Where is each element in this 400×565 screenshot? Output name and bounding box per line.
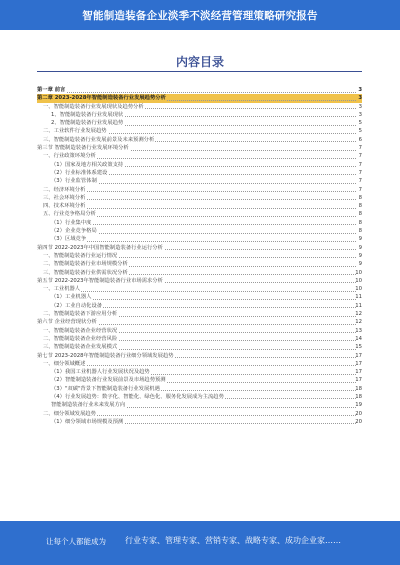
toc-entry-text: （3）区域竞争	[51, 236, 87, 243]
toc-entry-page: 17	[355, 360, 362, 367]
toc-entry-page: 7	[358, 169, 362, 176]
toc-entry-page: 5	[358, 128, 362, 135]
toc-entry[interactable]	[37, 401, 362, 409]
toc-entry-text: 第三节 智能制造装备行业发展环境分析	[37, 145, 129, 152]
toc-entry[interactable]	[37, 177, 362, 185]
toc-entry-page: 5	[358, 120, 362, 127]
toc-divider	[37, 71, 362, 72]
toc-leader-dots	[51, 224, 356, 225]
toc-entry-page: 20	[355, 418, 362, 425]
toc-entry[interactable]	[37, 269, 362, 277]
toc-entry[interactable]	[37, 194, 362, 202]
toc-entry-page: 15	[355, 344, 362, 351]
toc-entry-text: 一、行业政策环境分析	[43, 153, 96, 160]
toc-entry[interactable]	[37, 227, 362, 235]
toc-entry[interactable]	[37, 219, 362, 227]
toc-entry[interactable]	[37, 136, 362, 144]
toc-entry-page: 17	[355, 369, 362, 376]
toc-entry[interactable]	[37, 186, 362, 194]
toc-entry-page: 11	[355, 302, 362, 309]
toc-entry-page: 9	[358, 261, 362, 268]
toc-entry-text: 1、智能制造装备行业发展现状	[51, 111, 124, 118]
footer-slogan: 让每个人都能成为	[46, 537, 106, 546]
toc-entry[interactable]	[37, 119, 362, 127]
toc-entry-page: 3	[358, 87, 362, 93]
toc-entry-text: 第六节 企业经营现状分析	[37, 319, 97, 326]
page-footer	[0, 521, 400, 565]
toc-entry-page: 7	[358, 161, 362, 168]
toc-entry-text: 二、工业软件行业发展趋势	[43, 128, 107, 135]
toc-entry-page: 8	[358, 211, 362, 218]
toc-entry-page: 10	[355, 277, 362, 284]
toc-entry-text: 一、工业机器人	[43, 286, 81, 293]
toc-entry-text: 智能制造装备行业未来发展方向	[51, 402, 126, 409]
toc-leader-dots	[43, 199, 356, 200]
toc-entry[interactable]	[37, 161, 362, 169]
toc-entry-page: 20	[355, 410, 362, 417]
toc-entry-page: 18	[355, 393, 362, 400]
toc-entry-text: （1）我国工业机器人行业发展状况及趋势	[51, 369, 150, 376]
toc-entry-text: 一、智能制造装备企业经营状况	[43, 327, 118, 334]
toc-entry-text: 二、智能制造装备下游应用分析	[43, 311, 118, 318]
table-of-contents	[37, 86, 362, 426]
toc-entry-page: 3	[358, 95, 362, 102]
toc-entry-text: 第五节 2022-2023年智能制造装备行业市场需求分析	[37, 277, 163, 284]
toc-entry[interactable]	[37, 260, 362, 268]
toc-entry-page: 14	[355, 335, 362, 342]
toc-entry-text: 五、行业竞争格局分析	[43, 211, 96, 218]
toc-entry-text: （2）工业自动化设备	[51, 302, 103, 309]
toc-entry[interactable]	[37, 94, 362, 102]
toc-entry-text: （1）行业集中度	[51, 219, 92, 226]
toc-entry-text: 第一章 前言	[37, 87, 66, 93]
toc-entry-text: 一、细分领域概述	[43, 360, 86, 367]
toc-entry[interactable]	[37, 103, 362, 111]
toc-entry-text: （4）行业发展趋势：数字化、智能化、绿色化、服务化发展成为主流趋势	[51, 393, 224, 400]
toc-entry-text: 三、智能制造装备行业供需状况分析	[43, 269, 128, 276]
toc-entry-text: 一、智能制造装备行业运行情况	[43, 252, 118, 259]
toc-entry-page: 13	[355, 327, 362, 334]
toc-entry-page: 10	[355, 269, 362, 276]
toc-entry[interactable]	[37, 127, 362, 135]
toc-entry[interactable]	[37, 169, 362, 177]
toc-entry[interactable]	[37, 393, 362, 401]
toc-entry[interactable]	[37, 385, 362, 393]
toc-entry[interactable]	[37, 376, 362, 384]
toc-entry[interactable]	[37, 310, 362, 318]
toc-entry[interactable]	[37, 86, 362, 94]
toc-entry-text: 一、智能制造装备行业发展现状及趋势分析	[43, 103, 144, 110]
toc-entry[interactable]	[37, 318, 362, 326]
page-header	[0, 0, 400, 30]
toc-entry[interactable]	[37, 293, 362, 301]
toc-entry-text: 二、细分领域发展趋势	[43, 410, 96, 417]
toc-leader-dots	[43, 208, 356, 209]
toc-entry[interactable]	[37, 285, 362, 293]
toc-entry-text: （3）"双碳"背景下智能制造装备行业发展机遇	[51, 385, 160, 392]
toc-leader-dots	[51, 299, 356, 300]
toc-entry[interactable]	[37, 343, 362, 351]
toc-entry-page: 8	[358, 194, 362, 201]
toc-leader-dots	[43, 365, 356, 366]
toc-entry-page: 17	[355, 352, 362, 359]
toc-entry[interactable]	[37, 144, 362, 152]
toc-entry-text: （2）智能制造装备行业发展前景及市场趋势预测	[51, 377, 166, 384]
toc-leader-dots	[51, 241, 356, 242]
toc-entry-text: 第二章 2023-2028年智能制造装备行业发展趋势分析	[37, 95, 166, 102]
toc-entry-page: 17	[355, 377, 362, 384]
toc-leader-dots	[43, 291, 356, 292]
toc-entry[interactable]	[37, 352, 362, 360]
toc-title: 内容目录	[175, 55, 224, 69]
footer-roles: 行业专家、管理专家、营销专家、战略专家、成功企业家……	[125, 536, 341, 545]
toc-entry-text: 第四节 2022-2023年中国智能制造装备行业运行分析	[37, 244, 163, 251]
toc-entry-page: 11	[355, 294, 362, 301]
toc-entry-page: 9	[358, 252, 362, 259]
toc-entry-page: 9	[358, 236, 362, 243]
toc-entry-text: （2）企业竞争格局	[51, 228, 97, 235]
toc-entry-page: 9	[358, 244, 362, 251]
toc-entry[interactable]	[37, 202, 362, 210]
toc-entry-page: 7	[358, 153, 362, 160]
toc-entry[interactable]	[37, 368, 362, 376]
toc-entry[interactable]	[37, 277, 362, 285]
report-title: 智能制造装备企业淡季不淡经营管理策略研究报告	[82, 10, 318, 22]
toc-entry-text: 第七节 2023-2028年智能制造装备行业细分领域发展趋势	[37, 352, 174, 359]
toc-entry-text: （1）工业机器人	[51, 294, 92, 301]
toc-entry-page: 3	[358, 103, 362, 110]
toc-entry[interactable]	[37, 410, 362, 418]
toc-entry-page: 7	[358, 145, 362, 152]
toc-entry-text: （2）行业标准体系建设	[51, 169, 108, 176]
toc-entry-text: 二、经济环境分析	[43, 186, 86, 193]
toc-entry-page: 8	[358, 203, 362, 210]
toc-entry[interactable]	[37, 302, 362, 310]
toc-entry[interactable]	[37, 418, 362, 426]
toc-entry-page: 10	[355, 286, 362, 293]
toc-entry-page: 8	[358, 219, 362, 226]
toc-entry-page: 6	[358, 136, 362, 143]
toc-entry-page: 12	[355, 311, 362, 318]
toc-entry[interactable]	[37, 327, 362, 335]
toc-leader-dots	[37, 92, 356, 93]
toc-entry-text: 三、智能制造装备行业发展前景及未来预测分析	[43, 136, 155, 143]
toc-entry[interactable]	[37, 210, 362, 218]
toc-entry-text: 三、智能制造装备企业发展模式	[43, 344, 118, 351]
toc-leader-dots	[43, 191, 356, 192]
toc-entry[interactable]	[37, 335, 362, 343]
toc-entry-page: 7	[358, 186, 362, 193]
toc-entry-page: 7	[358, 178, 362, 185]
toc-entry-page: 19	[355, 402, 362, 409]
toc-entry-page: 12	[355, 319, 362, 326]
toc-entry[interactable]	[37, 152, 362, 160]
toc-entry-page: 3	[358, 111, 362, 118]
toc-entry-text: （3）行业监管体制	[51, 178, 97, 185]
toc-entry-page: 8	[358, 228, 362, 235]
toc-entry-text: 2、智能制造装备行业发展趋势	[51, 120, 124, 127]
toc-entry-text: （1）国家及地方相关政策支持	[51, 161, 124, 168]
toc-entry-text: 四、技术环境分析	[43, 203, 86, 210]
toc-entry[interactable]	[37, 244, 362, 252]
toc-entry[interactable]	[37, 360, 362, 368]
toc-entry-text: 二、智能制造装备行业市场规模分析	[43, 261, 128, 268]
toc-entry[interactable]	[37, 235, 362, 243]
toc-entry-text: 三、社会环境分析	[43, 194, 86, 201]
toc-entry[interactable]	[37, 252, 362, 260]
toc-entry[interactable]	[37, 111, 362, 119]
toc-entry-text: （1）细分领域市场规模及预测	[51, 418, 124, 425]
toc-entry-text: 二、智能制造装备企业经营风险	[43, 335, 118, 342]
toc-entry-page: 18	[355, 385, 362, 392]
